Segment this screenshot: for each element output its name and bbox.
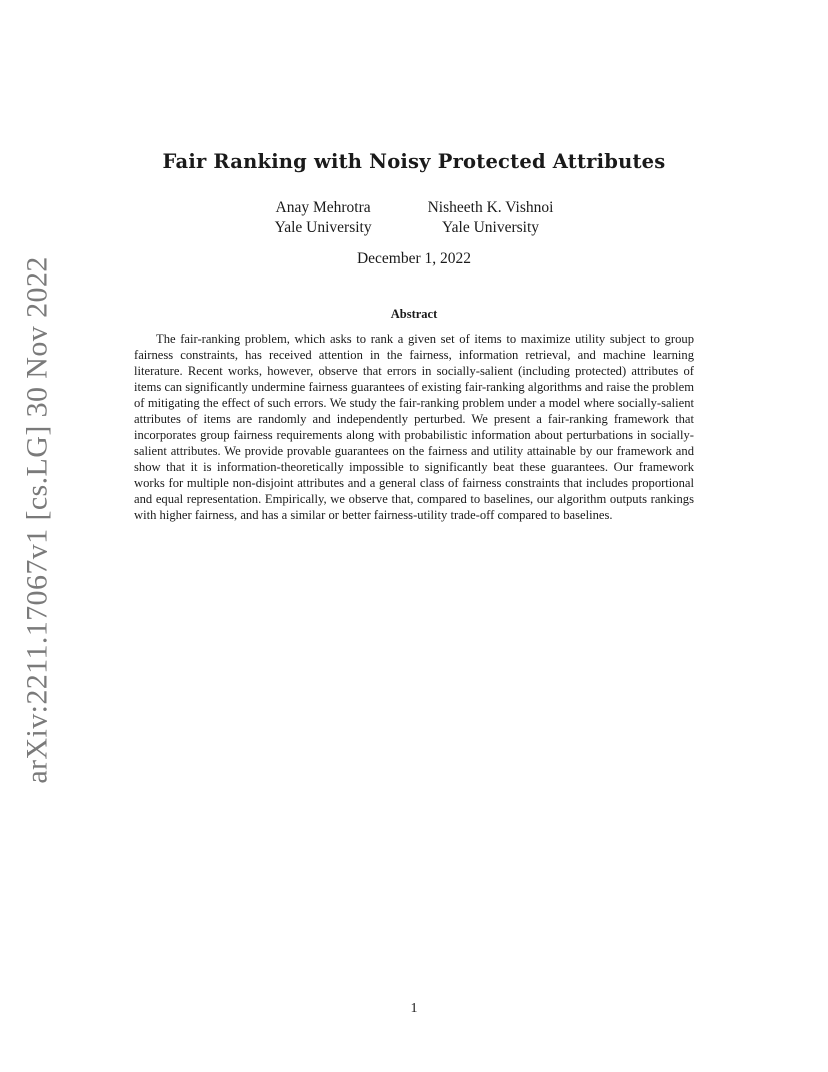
abstract-heading: Abstract (390, 307, 438, 321)
paper-title: Fair Ranking with Noisy Protected Attributes (162, 150, 666, 173)
author-affiliation: Yale University (274, 218, 372, 236)
author (428, 198, 554, 237)
arxiv-stamp (12, 256, 64, 784)
author-name: Anay Mehrotra (275, 199, 371, 216)
author-affiliation: Yale University (441, 218, 540, 236)
abstract-text: The fair-ranking problem, which asks to rank a given set of items to maximize utility subject to group fairness constraints, has received attention in the fairness, information retrieval, and machine learning literature. Recent works, however, observe that errors in socially-salient (including protected) attributes of items can significantly undermine fairness guarantees of existing fair-ranking algorithms and raise the problem of mitigating the effect of such errors. We study the fair-ranking problem under a model where socially-salient attributes of items are randomly and independently perturbed. We present a fair-ranking framework that incorporates group fairness requirements along with probabilistic information about perturbations in socially-salient attributes. We provide provable guarantees on the fairness and utility attainable by our framework and show that it is information-theoretically impossible to significantly beat these guarantees. Our framework works for multiple non-disjoint attributes and a general class of fairness constraints that includes proportional and equal representation. Empirically, we observe that, compared to baselines, our algorithm outputs rankings with higher fairness, and has a similar or better fairness-utility trade-off compared to baselines. (134, 332, 694, 522)
author (275, 198, 372, 237)
paper-date: December 1, 2022 (356, 250, 472, 267)
page-number: 1 (410, 1001, 418, 1016)
author-block (0, 198, 828, 237)
author-name: Nisheeth K. Vishnoi (427, 199, 554, 216)
arxiv-identifier: arXiv:2211.17067v1 [cs.LG] 30 Nov 2022 (21, 256, 55, 784)
